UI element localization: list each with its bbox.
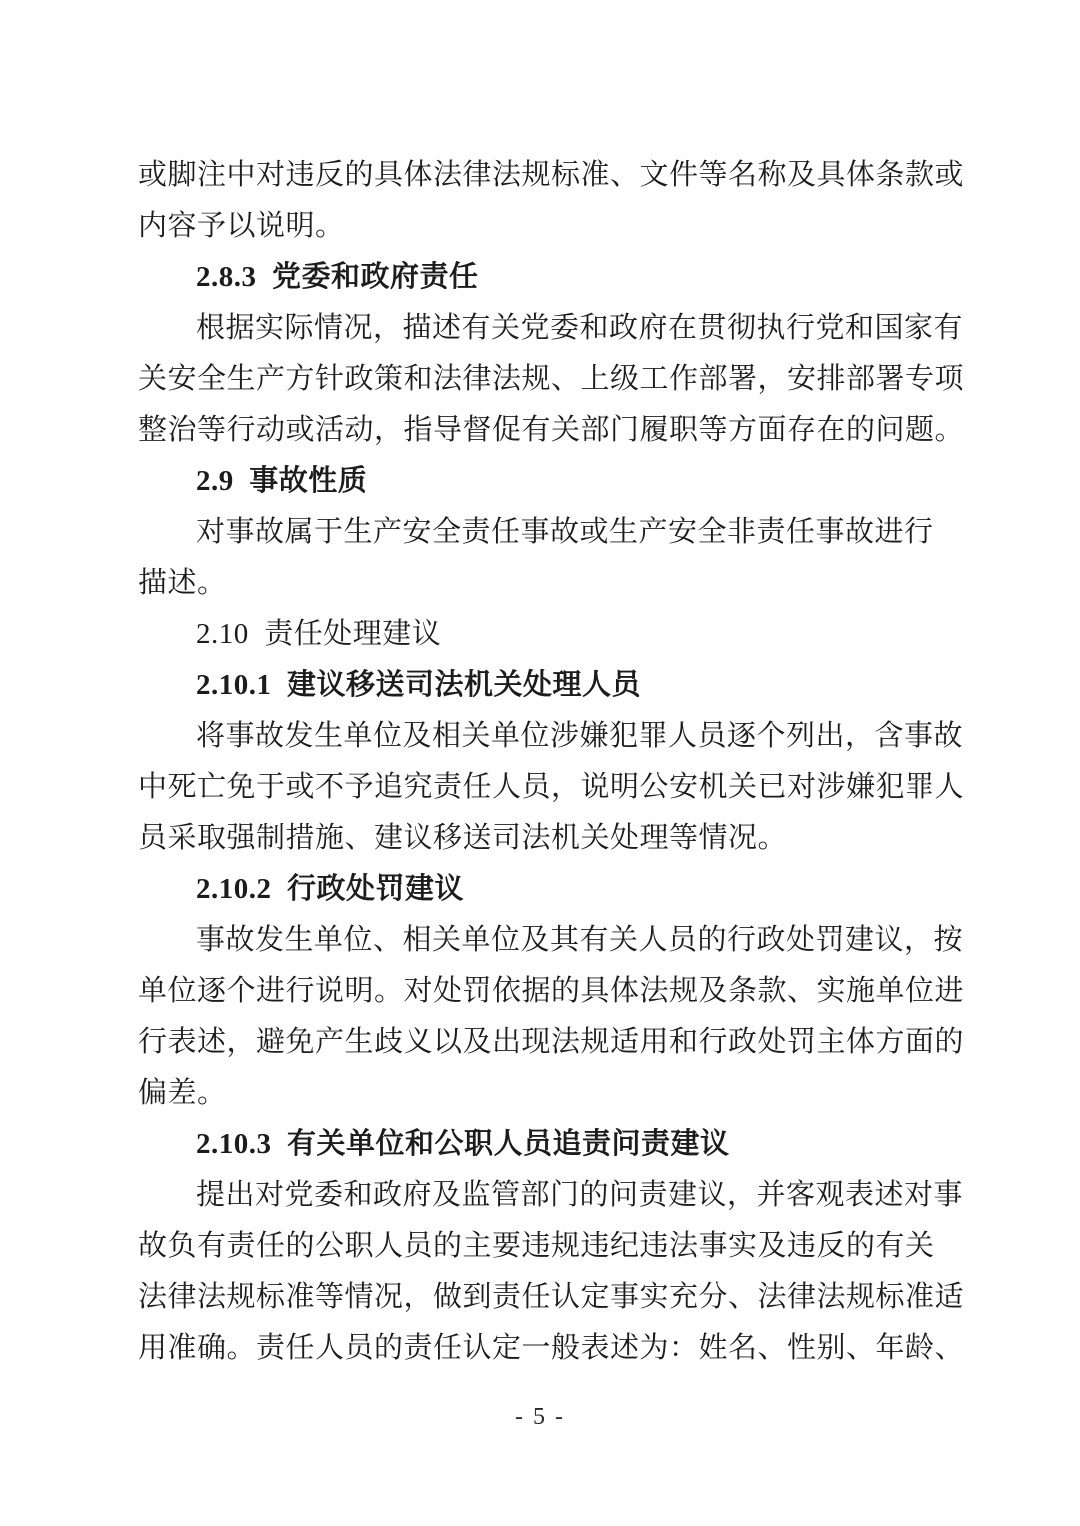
text-line: 事故发生单位、相关单位及其有关人员的行政处罚建议，按 <box>196 924 964 956</box>
section-heading: 2.10.1 建议移送司法机关处理人员 <box>196 669 642 701</box>
section-heading: 2.9 事故性质 <box>196 465 368 497</box>
text-line: 用准确。责任人员的责任认定一般表述为：姓名、性别、年龄、 <box>138 1332 965 1364</box>
text-line: 中死亡免于或不予追究责任人员，说明公安机关已对涉嫌犯罪人 <box>138 771 965 803</box>
section-heading: 2.10.2 行政处罚建议 <box>196 873 465 905</box>
text-line: 偏差。 <box>138 1077 227 1109</box>
text-line: 描述。 <box>138 567 227 599</box>
text-line: 对事故属于生产安全责任事故或生产安全非责任事故进行 <box>196 516 934 548</box>
document-body <box>138 150 1080 1374</box>
text-line: 故负有责任的公职人员的主要违规违纪违法事实及违反的有关 <box>138 1230 935 1262</box>
text-line: 法律法规标准等情况，做到责任认定事实充分、法律法规标准适 <box>138 1281 965 1313</box>
text-line: 关安全生产方针政策和法律法规、上级工作部署，安排部署专项 <box>138 363 965 395</box>
text-line: 或脚注中对违反的具体法律法规标准、文件等名称及具体条款或 <box>138 159 965 191</box>
text-line: 提出对党委和政府及监管部门的问责建议，并客观表述对事 <box>196 1179 964 1211</box>
text-line: 单位逐个进行说明。对处罚依据的具体法规及条款、实施单位进 <box>138 975 965 1007</box>
text-line: 整治等行动或活动，指导督促有关部门履职等方面存在的问题。 <box>138 414 965 446</box>
text-line: 行表述，避免产生歧义以及出现法规适用和行政处罚主体方面的 <box>138 1026 965 1058</box>
section-heading: 2.8.3 党委和政府责任 <box>196 261 479 293</box>
text-line: 员采取强制措施、建议移送司法机关处理等情况。 <box>138 822 788 854</box>
section-heading: 2.10 责任处理建议 <box>196 618 442 650</box>
section-heading: 2.10.3 有关单位和公职人员追责问责建议 <box>196 1128 730 1160</box>
page-number: - 5 - <box>515 1404 565 1430</box>
text-line: 将事故发生单位及相关单位涉嫌犯罪人员逐个列出，含事故 <box>196 720 964 752</box>
text-line: 内容予以说明。 <box>138 210 345 242</box>
text-line: 根据实际情况，描述有关党委和政府在贯彻执行党和国家有 <box>196 312 964 344</box>
